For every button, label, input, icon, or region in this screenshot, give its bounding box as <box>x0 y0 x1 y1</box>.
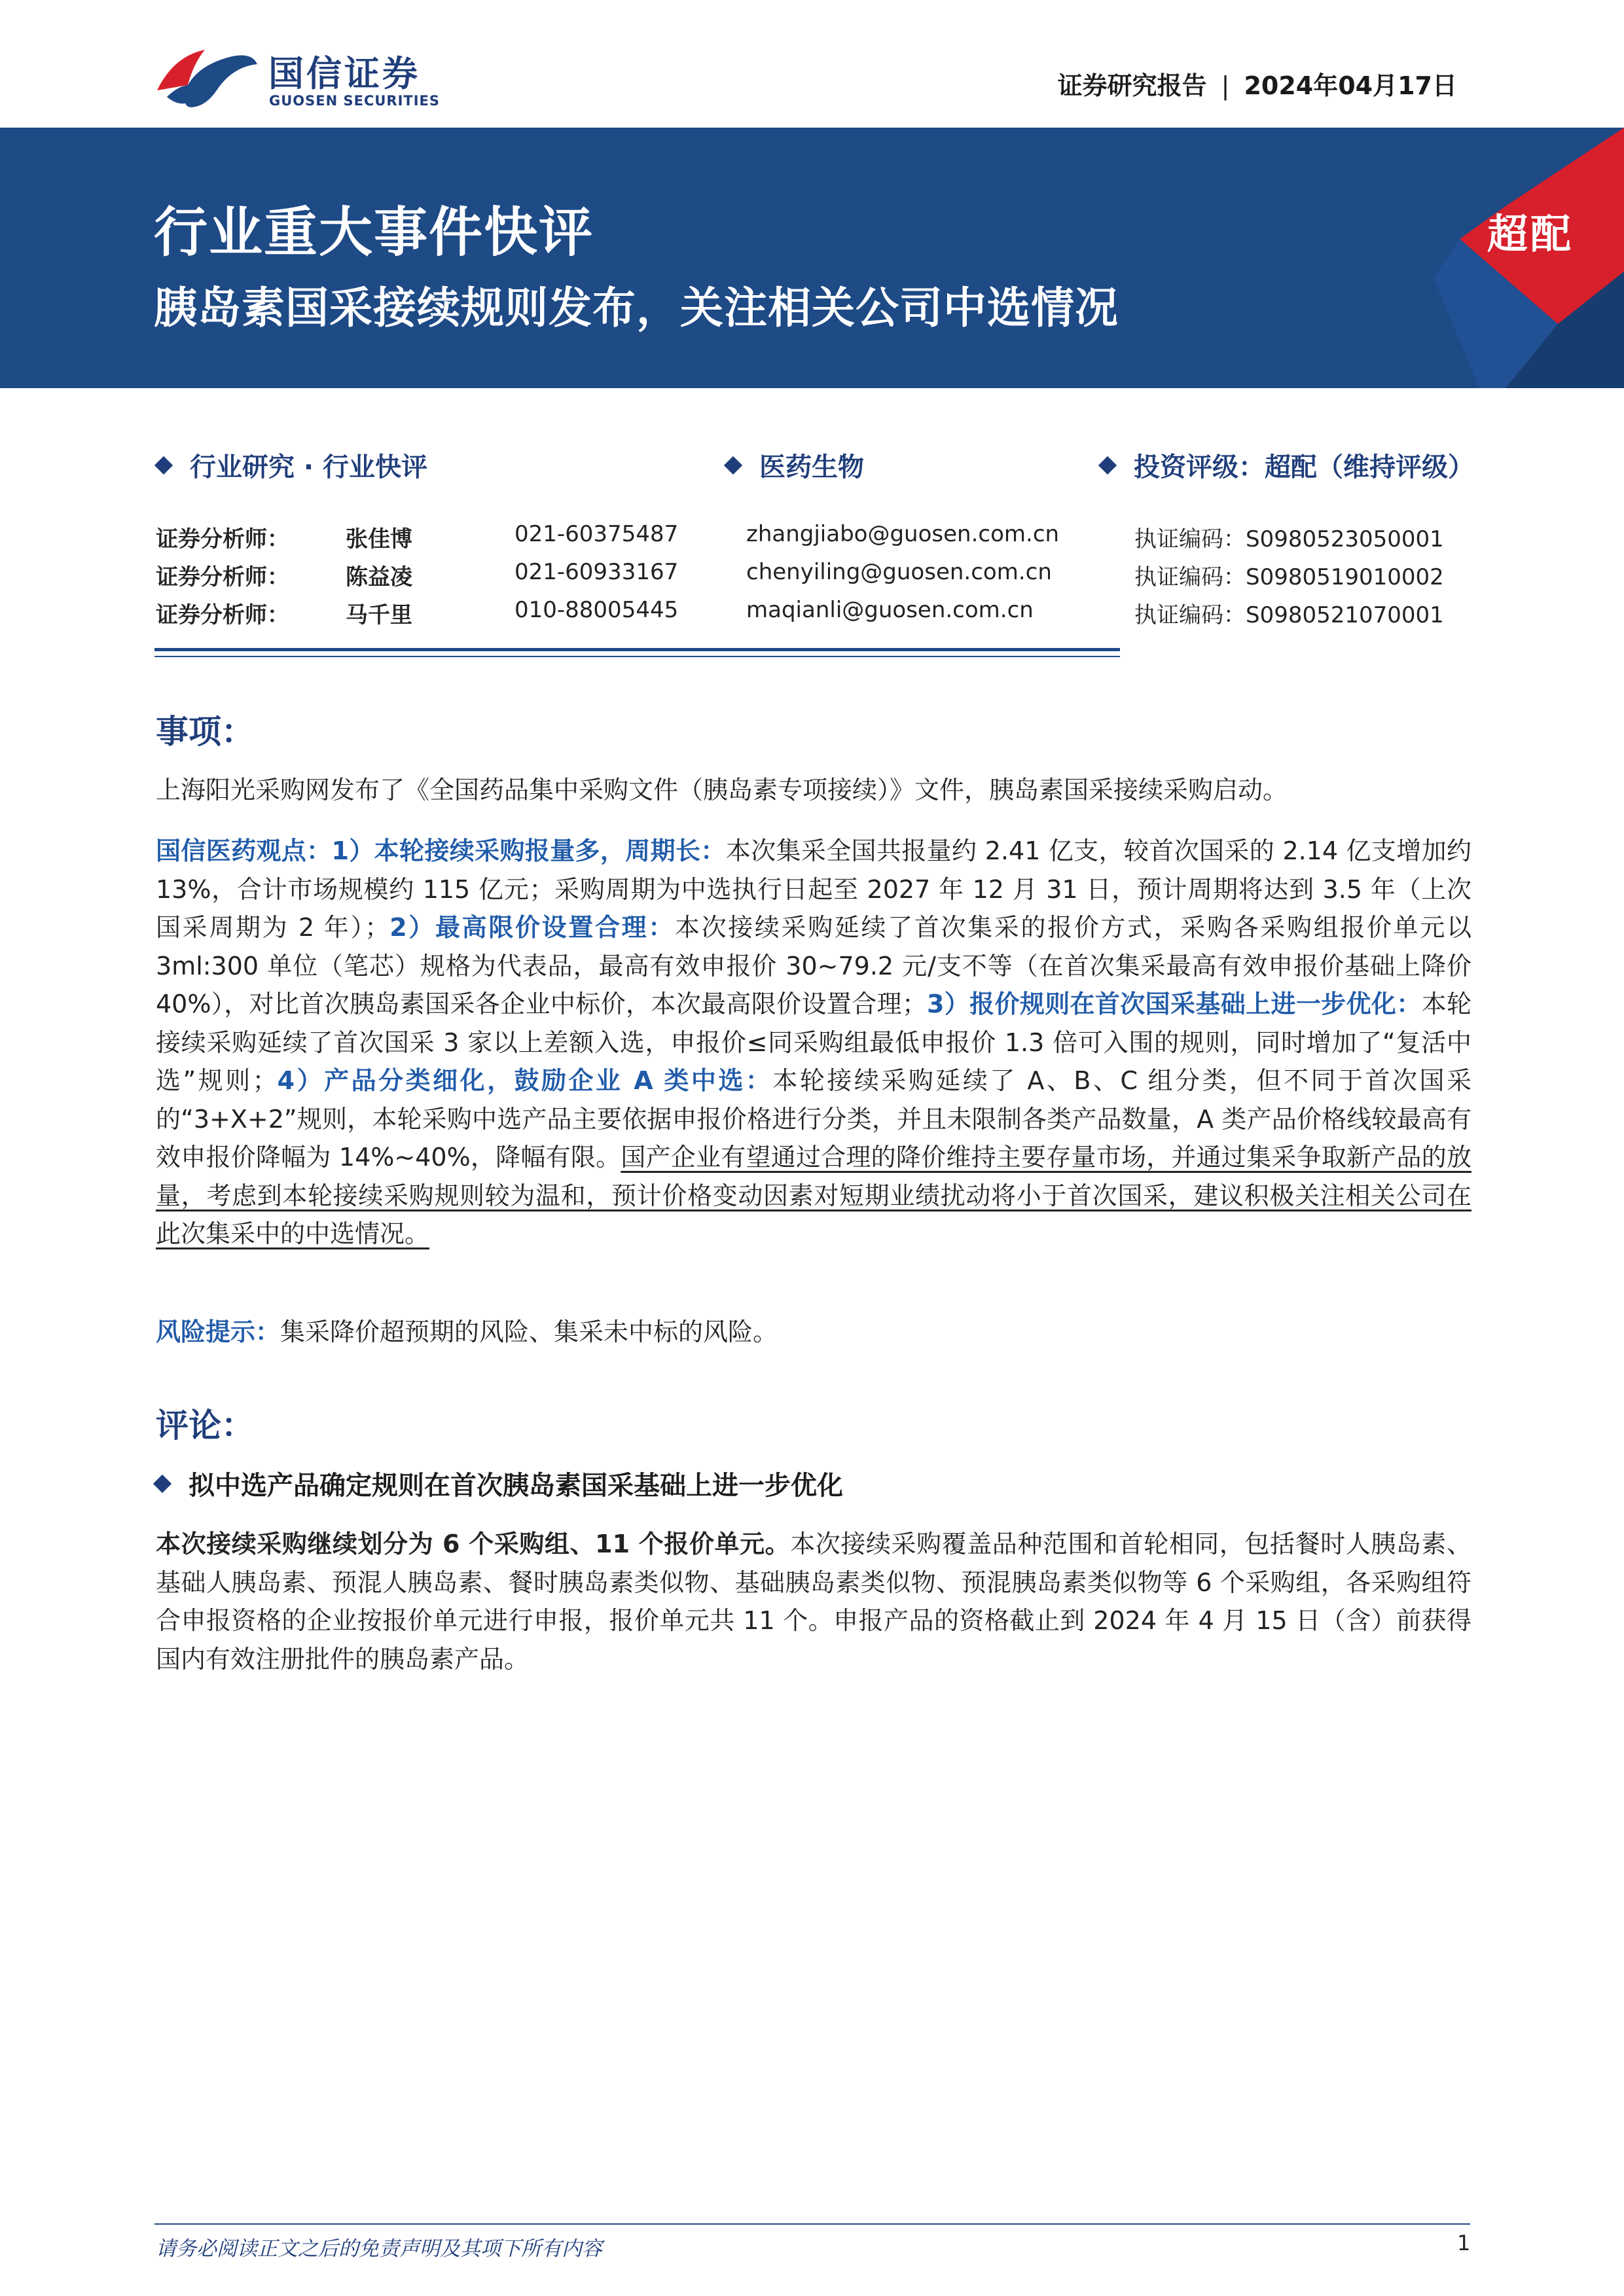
event-heading: 事项： <box>156 713 254 751</box>
footer-disclaimer: 请务必阅读正文之后的免责声明及其项下所有内容 <box>156 2237 602 2261</box>
viewpoint-paragraph <box>156 832 1471 1253</box>
logo-english-text: GUOSEN SECURITIES <box>269 93 441 109</box>
analyst-name: 马千里 <box>346 602 412 628</box>
analyst-phone: 021-60375487 <box>514 521 679 547</box>
header-report-info <box>1058 65 1457 101</box>
analyst-cert: 执证编码：S0980521070001 <box>1134 602 1444 628</box>
page-title: 行业重大事件快评 <box>154 202 594 264</box>
footer-divider <box>154 2223 1470 2225</box>
analyst-email[interactable]: chenyiling@guosen.com.cn <box>746 559 1052 585</box>
analyst-email[interactable]: maqianli@guosen.com.cn <box>746 597 1034 623</box>
analyst-cert: 执证编码：S0980519010002 <box>1134 564 1444 590</box>
banner-red-accent <box>1342 128 1624 388</box>
viewpoint-point1-text: 本次集采全国共报量约 2.41 亿支，较首次国采的 2.14 亿支增加约 13%，合计市场规模约 115 亿元；采购周期为中选执行日起至 2027 年 12 月 31 日，预计周期将达到 3.5 年（上次国采周期为 2 年）； <box>156 836 1471 942</box>
event-text: 上海阳光采购网发布了《全国药品集中采购文件（胰岛素专项接续）》文件，胰岛素国采接续采购启动。 <box>156 776 1288 804</box>
comment-heading: 评论： <box>156 1407 254 1444</box>
analyst-phone: 021-60933167 <box>514 559 679 585</box>
viewpoint-point3-label: 3）报价规则在首次国采基础上进一步优化： <box>926 990 1422 1018</box>
category-text: 行业研究 · 行业快评 <box>190 452 428 482</box>
comment-subheading-text: 拟中选产品确定规则在首次胰岛素国采基础上进一步优化 <box>189 1471 843 1501</box>
analyst-name: 张佳博 <box>346 526 412 552</box>
report-date: 2024年04月17日 <box>1244 71 1457 100</box>
risk-paragraph <box>156 1313 1471 1352</box>
analyst-email[interactable]: zhangjiabo@guosen.com.cn <box>746 521 1060 547</box>
diamond-bullet-icon <box>154 456 173 475</box>
diamond-bullet-icon <box>724 456 742 475</box>
analyst-phone: 010-88005445 <box>514 597 679 623</box>
guosen-logo-icon <box>154 45 259 110</box>
diamond-bullet-icon <box>1098 456 1117 475</box>
header-separator: | <box>1221 71 1230 100</box>
industry-text: 医药生物 <box>759 452 864 482</box>
risk-text: 集采降价超预期的风险、集采未中标的风险。 <box>280 1318 778 1346</box>
meta-category <box>157 446 427 484</box>
analyst-role: 证券分析师： <box>156 564 289 590</box>
analyst-name: 陈益凌 <box>346 564 412 590</box>
logo-chinese-text: 国信证券 <box>268 53 420 94</box>
comment-text: 本次接续采购覆盖品种范围和首轮相同，包括餐时人胰岛素、基础人胰岛素、预混人胰岛素、餐时胰岛素类似物、基础胰岛素类似物、预混胰岛素类似物等 6 个采购组，各采购组符合申报资格的企业按报价单元进行申报，报价单元共 11 个。申报产品的资格截止到 2024 年 4 月 15 日（含）前获得国内有效注册批件的胰岛素产品。 <box>156 1530 1471 1674</box>
comment-lead: 本次接续采购继续划分为 6 个采购组、11 个报价单元。 <box>156 1530 791 1558</box>
page-number: 1 <box>1457 2231 1471 2255</box>
report-type: 证券研究报告 <box>1057 71 1207 100</box>
viewpoint-point1-label: 国信医药观点：1）本轮接续采购报量多，周期长： <box>156 836 726 865</box>
divider <box>154 656 1120 657</box>
investment-rating-text: 投资评级：超配（维持评级） <box>1134 452 1474 482</box>
analyst-role: 证券分析师： <box>156 602 289 628</box>
risk-label: 风险提示： <box>156 1318 281 1346</box>
rating-tag: 超配 <box>1487 210 1574 258</box>
viewpoint-point4-label: 4）产品分类细化，鼓励企业 A 类中选： <box>277 1066 773 1095</box>
comment-paragraph <box>156 1525 1471 1678</box>
viewpoint-point2-text: 本次接续采购延续了首次集采的报价方式，采购各采购组报价单元以 3ml:300 单位（笔芯）规格为代表品，最高有效申报价 30~79.2 元/支不等（在首次集采最高有效申报价基础上降价 40%），对比首次胰岛素国采各企业中标价，本次最高限价设置合理； <box>156 913 1471 1018</box>
viewpoint-point3-text: 本轮接续采购延续了首次国采 3 家以上差额入选，申报价≤同采购组最低申报价 1.3 倍可入围的规则，同时增加了“复活中选”规则； <box>156 990 1471 1095</box>
divider <box>154 648 1120 651</box>
viewpoint-conclusion: 国产企业有望通过合理的降价维持主要存量市场，并通过集采争取新产品的放量，考虑到本轮接续采购规则较为温和，预计价格变动因素对短期业绩扰动将小于首次国采，建议积极关注相关公司在此次集采中的中选情况。 <box>156 1143 1471 1248</box>
analyst-cert: 执证编码：S0980523050001 <box>1134 526 1444 552</box>
viewpoint-point2-label: 2）最高限价设置合理： <box>389 913 675 942</box>
diamond-bullet-icon <box>153 1475 171 1493</box>
analyst-role: 证券分析师： <box>156 526 289 552</box>
page-subtitle: 胰岛素国采接续规则发布，关注相关公司中选情况 <box>154 283 1119 333</box>
viewpoint-point4-text: 本轮接续采购延续了 A、B、C 组分类，但不同于首次国采的“3+X+2”规则，本轮采购中选产品主要依据申报价格进行分类，并且未限制各类产品数量，A 类产品价格线较最高有效申报价降幅为 14%~40%，降幅有限。 <box>156 1066 1472 1172</box>
meta-rating <box>1101 446 1474 484</box>
meta-industry <box>727 446 864 484</box>
comment-subheading <box>156 1465 843 1502</box>
